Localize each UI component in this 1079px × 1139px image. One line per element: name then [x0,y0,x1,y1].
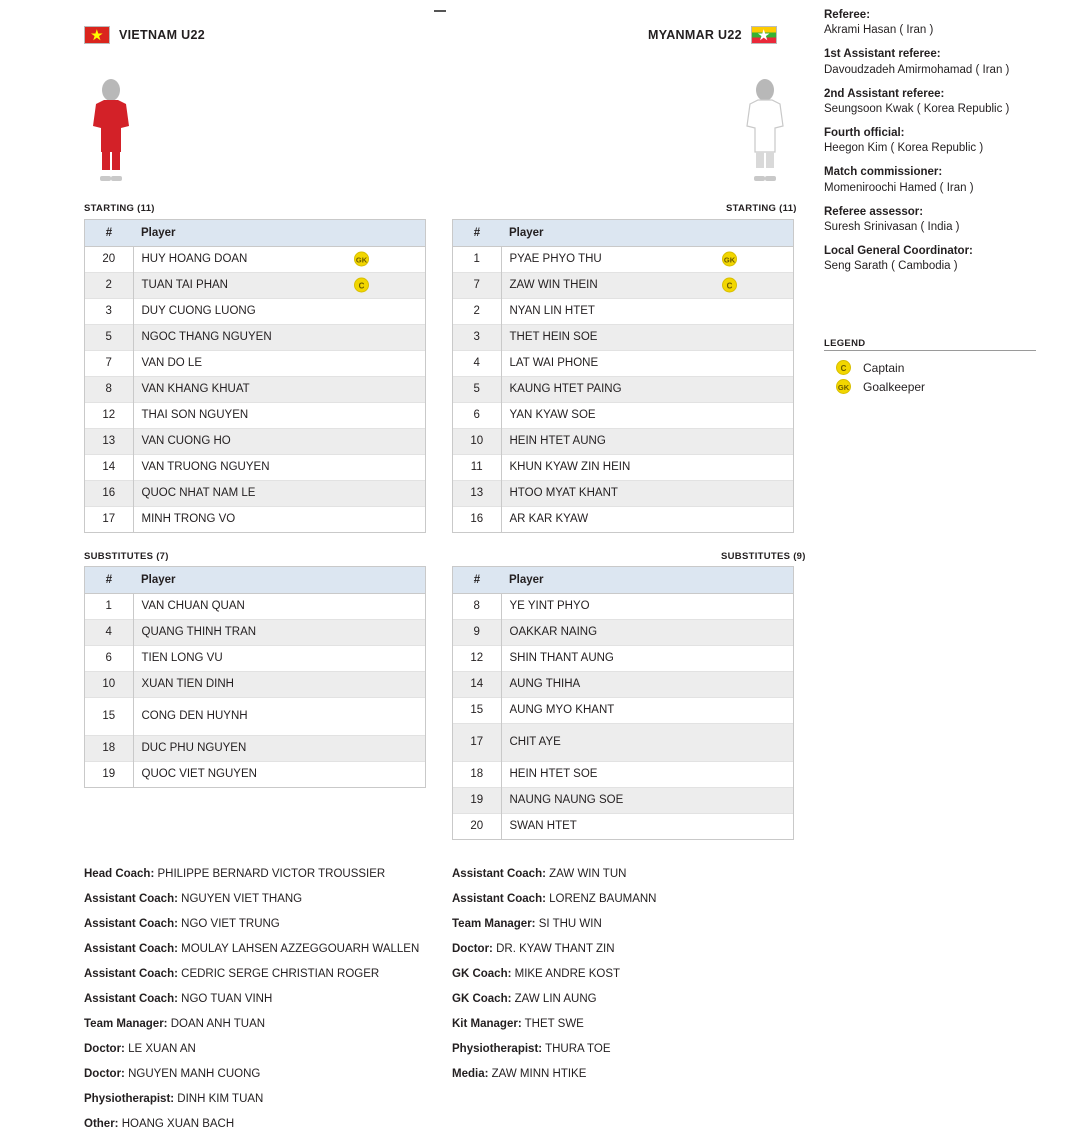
table-row [453,454,793,480]
table-row [85,454,425,480]
table-row [85,376,425,402]
player-number: 14 [453,671,501,697]
player-name: ZAW WIN THEIN [509,279,598,291]
player-name: TUAN TAI PHAN [141,279,228,291]
staff-row [84,862,419,887]
player-number: 11 [453,454,501,480]
table-row [85,619,425,645]
top-divider-dash [434,10,446,12]
player-name-cell [501,272,793,298]
player-name-cell [133,376,425,402]
player-number: 7 [85,350,133,376]
home-substitutes-table [84,566,426,788]
staff-role: Doctor: [452,943,493,955]
match-officials-panel [824,8,1069,274]
staff-role: Physiotherapist: [84,1093,175,1105]
player-name-cell [501,454,793,480]
table-row [453,506,793,532]
player-name: VAN DO LE [141,357,202,369]
column-header-number: # [453,220,501,246]
column-header-player: Player [133,220,425,246]
table-row [85,593,425,619]
away-kit-icon [730,78,800,188]
player-number: 20 [85,246,133,272]
player-number: 6 [85,645,133,671]
vn-flag-icon [84,26,110,44]
staff-role: Assistant Coach: [84,893,178,905]
player-name-cell [501,619,793,645]
player-number: 1 [453,246,501,272]
player-name: AUNG MYO KHANT [509,704,615,716]
table-row [453,645,793,671]
home-kit-icon [76,78,146,188]
player-number: 15 [453,697,501,723]
staff-role: Assistant Coach: [84,993,178,1005]
official-name: Davoudzadeh Amirmohamad ( Iran ) [824,63,1010,76]
table-row [453,813,793,839]
player-name: VAN TRUONG NGUYEN [141,461,270,473]
staff-role: Doctor: [84,1043,125,1055]
player-number: 17 [85,506,133,532]
staff-row [452,887,656,912]
staff-name: NGO TUAN VINH [177,993,273,1005]
player-number: 18 [453,761,501,787]
player-name: KHUN KYAW ZIN HEIN [509,461,631,473]
staff-row [452,937,656,962]
column-header-number: # [85,567,133,593]
staff-row [84,1087,419,1112]
player-name-cell [501,697,793,723]
legend-list [836,358,925,396]
table-row [85,671,425,697]
table-row [453,376,793,402]
player-number: 6 [453,402,501,428]
staff-name: DOAN ANH TUAN [167,1018,266,1030]
official-name: Heegon Kim ( Korea Republic ) [824,142,984,155]
player-name-cell [133,480,425,506]
staff-name: MOULAY LAHSEN AZZEGGOUARH WALLEN [177,943,420,955]
goalkeeper-badge-icon: GK [354,252,369,267]
player-name-cell [133,246,425,272]
player-name: HEIN HTET SOE [509,768,598,780]
column-header-player: Player [501,567,793,593]
legend-label: Goalkeeper [863,379,926,394]
player-name: NGOC THANG NGUYEN [141,331,272,343]
player-name-cell [501,723,793,761]
legend-item [836,377,925,396]
staff-role: Other: [84,1118,119,1130]
staff-role: Assistant Coach: [84,968,178,980]
player-number: 10 [85,671,133,697]
staff-name: PHILIPPE BERNARD VICTOR TROUSSIER [154,868,386,880]
table-row [453,761,793,787]
staff-row [84,887,419,912]
player-name-cell [501,324,793,350]
staff-role: Assistant Coach: [84,918,178,930]
table-row [453,246,793,272]
player-name: KAUNG HTET PAING [509,383,622,395]
player-name: PYAE PHYO THU [509,253,602,265]
player-number: 9 [453,619,501,645]
player-name: YE YINT PHYO [509,600,590,612]
staff-row [84,1112,419,1137]
legend-label: Captain [863,360,905,375]
captain-badge-icon: C [354,278,369,293]
table-row [453,671,793,697]
player-name: HUY HOANG DOAN [141,253,248,265]
player-name-cell [133,697,425,735]
staff-name: LE XUAN AN [124,1043,196,1055]
player-name-cell [501,246,793,272]
player-name-cell [501,298,793,324]
table-row [85,506,425,532]
player-number: 8 [453,593,501,619]
table-row [453,324,793,350]
official-role: 2nd Assistant referee: [824,87,945,100]
staff-name: CEDRIC SERGE CHRISTIAN ROGER [177,968,380,980]
staff-name: MIKE ANDRE KOST [511,968,621,980]
player-name-cell [501,350,793,376]
staff-role: Assistant Coach: [452,893,546,905]
player-name: HTOO MYAT KHANT [509,487,618,499]
player-name-cell [133,428,425,454]
player-name: THAI SON NGUYEN [141,409,249,421]
away-starting-label: STARTING (11) [726,203,797,214]
player-number: 16 [453,506,501,532]
table-row [85,350,425,376]
staff-row [84,912,419,937]
staff-name: NGO VIET TRUNG [177,918,280,930]
staff-name: THET SWE [521,1018,584,1030]
player-number: 19 [453,787,501,813]
player-name: QUOC NHAT NAM LE [141,487,256,499]
player-name-cell [501,671,793,697]
table-row [85,402,425,428]
table-row [85,761,425,787]
staff-row [452,987,656,1012]
player-name-cell [501,402,793,428]
away-substitutes-table [452,566,794,840]
away-team-header [648,26,777,44]
staff-role: Kit Manager: [452,1018,522,1030]
staff-row [84,987,419,1012]
table-row [453,480,793,506]
staff-name: LORENZ BAUMANN [545,893,657,905]
table-row [453,298,793,324]
away-team-name: MYANMAR U22 [648,28,742,42]
table-row [453,787,793,813]
staff-role: Assistant Coach: [452,868,546,880]
player-number: 12 [453,645,501,671]
player-number: 4 [453,350,501,376]
staff-role: Media: [452,1068,489,1080]
player-name-cell [501,428,793,454]
player-name-cell [133,619,425,645]
official-role: Match commissioner: [824,166,943,179]
player-name: SHIN THANT AUNG [509,652,614,664]
home-team-header [84,26,205,44]
staff-row [452,1037,656,1062]
staff-name: NGUYEN VIET THANG [177,893,303,905]
player-number: 3 [85,298,133,324]
player-name-cell [133,402,425,428]
goalkeeper-badge-icon: GK [836,379,851,394]
player-number: 20 [453,813,501,839]
staff-role: Team Manager: [84,1018,168,1030]
player-number: 13 [453,480,501,506]
player-number: 19 [85,761,133,787]
staff-row [452,912,656,937]
staff-name: DR. KYAW THANT ZIN [492,943,615,955]
player-number: 3 [453,324,501,350]
player-name: HEIN HTET AUNG [509,435,606,447]
staff-name: ZAW LIN AUNG [511,993,597,1005]
captain-badge-icon: C [722,278,737,293]
staff-name: ZAW WIN TUN [545,868,627,880]
player-name: QUOC VIET NGUYEN [141,768,257,781]
player-name-cell [133,272,425,298]
table-row [453,272,793,298]
table-row [453,723,793,761]
staff-role: Physiotherapist: [452,1043,543,1055]
player-number: 2 [85,272,133,298]
official-name: Momeniroochi Hamed ( Iran ) [824,181,974,194]
official-role: Referee assessor: [824,205,924,218]
official-role: Referee: [824,9,871,21]
player-name: OAKKAR NAING [509,626,598,638]
official-name: Seungsoon Kwak ( Korea Republic ) [824,102,1010,115]
staff-name: SI THU WIN [535,918,602,930]
legend-divider [824,350,1036,351]
player-name: VAN KHANG KHUAT [141,383,250,395]
player-number: 5 [85,324,133,350]
official-role: Local General Coordinator: [824,245,973,258]
staff-row [84,1037,419,1062]
staff-role: Team Manager: [452,918,536,930]
staff-row [84,962,419,987]
player-name: THET HEIN SOE [509,331,598,343]
player-number: 14 [85,454,133,480]
staff-row [84,1062,419,1087]
staff-name: THURA TOE [542,1043,611,1055]
official-name: Akrami Hasan ( Iran ) [824,24,934,37]
away-starting-table [452,219,794,533]
official-role: 1st Assistant referee: [824,48,941,61]
legend-item [836,358,925,377]
table-row [85,480,425,506]
player-name-cell [133,593,425,619]
player-name: TIEN LONG VU [141,652,223,664]
captain-badge-icon: C [836,360,851,375]
player-name-cell [501,645,793,671]
legend-title: LEGEND [824,338,866,349]
player-name-cell [133,324,425,350]
player-name: XUAN TIEN DINH [141,678,234,690]
table-row [453,428,793,454]
table-row [453,697,793,723]
goalkeeper-badge-icon: GK [722,252,737,267]
staff-row [452,1012,656,1037]
player-name-cell [133,671,425,697]
player-number: 13 [85,428,133,454]
player-name: CONG DEN HUYNH [141,710,248,722]
player-name-cell [501,480,793,506]
player-name: LAT WAI PHONE [509,357,599,369]
away-staff-list [452,862,656,1087]
player-name-cell [501,787,793,813]
staff-name: ZAW MINN HTIKE [488,1068,587,1080]
player-name: NYAN LIN HTET [509,305,595,317]
home-team-name: VIETNAM U22 [119,28,205,42]
player-name-cell [501,813,793,839]
player-number: 2 [453,298,501,324]
player-number: 1 [85,593,133,619]
player-name-cell [501,761,793,787]
player-number: 12 [85,402,133,428]
player-name-cell [133,454,425,480]
home-starting-label: STARTING (11) [84,203,155,214]
column-header-player: Player [133,567,425,593]
home-staff-list [84,862,419,1137]
table-row [85,272,425,298]
table-row [85,428,425,454]
player-name: AR KAR KYAW [509,513,589,526]
column-header-player: Player [501,220,793,246]
table-row [85,735,425,761]
player-number: 17 [453,723,501,761]
staff-row [84,937,419,962]
staff-name: DINH KIM TUAN [174,1093,264,1105]
staff-name: HOANG XUAN BACH [118,1118,235,1130]
column-header-number: # [85,220,133,246]
column-header-number: # [453,567,501,593]
staff-row [452,1062,656,1087]
staff-role: GK Coach: [452,968,512,980]
player-name: MINH TRONG VO [141,513,236,526]
table-row [85,246,425,272]
staff-role: GK Coach: [452,993,512,1005]
player-number: 5 [453,376,501,402]
player-name: CHIT AYE [509,736,561,748]
official-name: Suresh Srinivasan ( India ) [824,220,960,233]
mm-flag-icon [751,26,777,44]
player-number: 7 [453,272,501,298]
player-name: DUC PHU NGUYEN [141,742,247,754]
staff-row [452,962,656,987]
staff-row [84,1012,419,1037]
table-row [85,298,425,324]
player-name: DUY CUONG LUONG [141,305,256,317]
player-number: 15 [85,697,133,735]
player-name-cell [133,645,425,671]
table-row [85,324,425,350]
player-number: 8 [85,376,133,402]
player-name: NAUNG NAUNG SOE [509,794,624,806]
player-name: QUANG THINH TRAN [141,626,257,638]
player-name-cell [501,376,793,402]
staff-role: Head Coach: [84,868,155,880]
table-row [453,619,793,645]
table-row [453,593,793,619]
player-number: 16 [85,480,133,506]
table-row [85,697,425,735]
player-name: VAN CHUAN QUAN [141,600,245,612]
player-name-cell [133,761,425,787]
staff-row [452,862,656,887]
player-name: VAN CUONG HO [141,435,231,447]
player-name: AUNG THIHA [509,678,581,690]
staff-role: Assistant Coach: [84,943,178,955]
staff-name: NGUYEN MANH CUONG [124,1068,261,1080]
player-name-cell [133,350,425,376]
player-number: 18 [85,735,133,761]
player-name-cell [133,506,425,532]
table-row [453,402,793,428]
official-role: Fourth official: [824,127,905,140]
player-number: 10 [453,428,501,454]
player-name-cell [133,735,425,761]
table-row [85,645,425,671]
player-name-cell [501,506,793,532]
player-number: 4 [85,619,133,645]
official-name: Seng Sarath ( Cambodia ) [824,260,958,273]
home-substitutes-label: SUBSTITUTES (7) [84,551,169,562]
table-row [453,350,793,376]
player-name-cell [501,593,793,619]
player-name: YAN KYAW SOE [509,409,596,421]
home-starting-table [84,219,426,533]
away-substitutes-label: SUBSTITUTES (9) [721,551,806,562]
player-name-cell [133,298,425,324]
player-name: SWAN HTET [509,820,577,833]
staff-role: Doctor: [84,1068,125,1080]
